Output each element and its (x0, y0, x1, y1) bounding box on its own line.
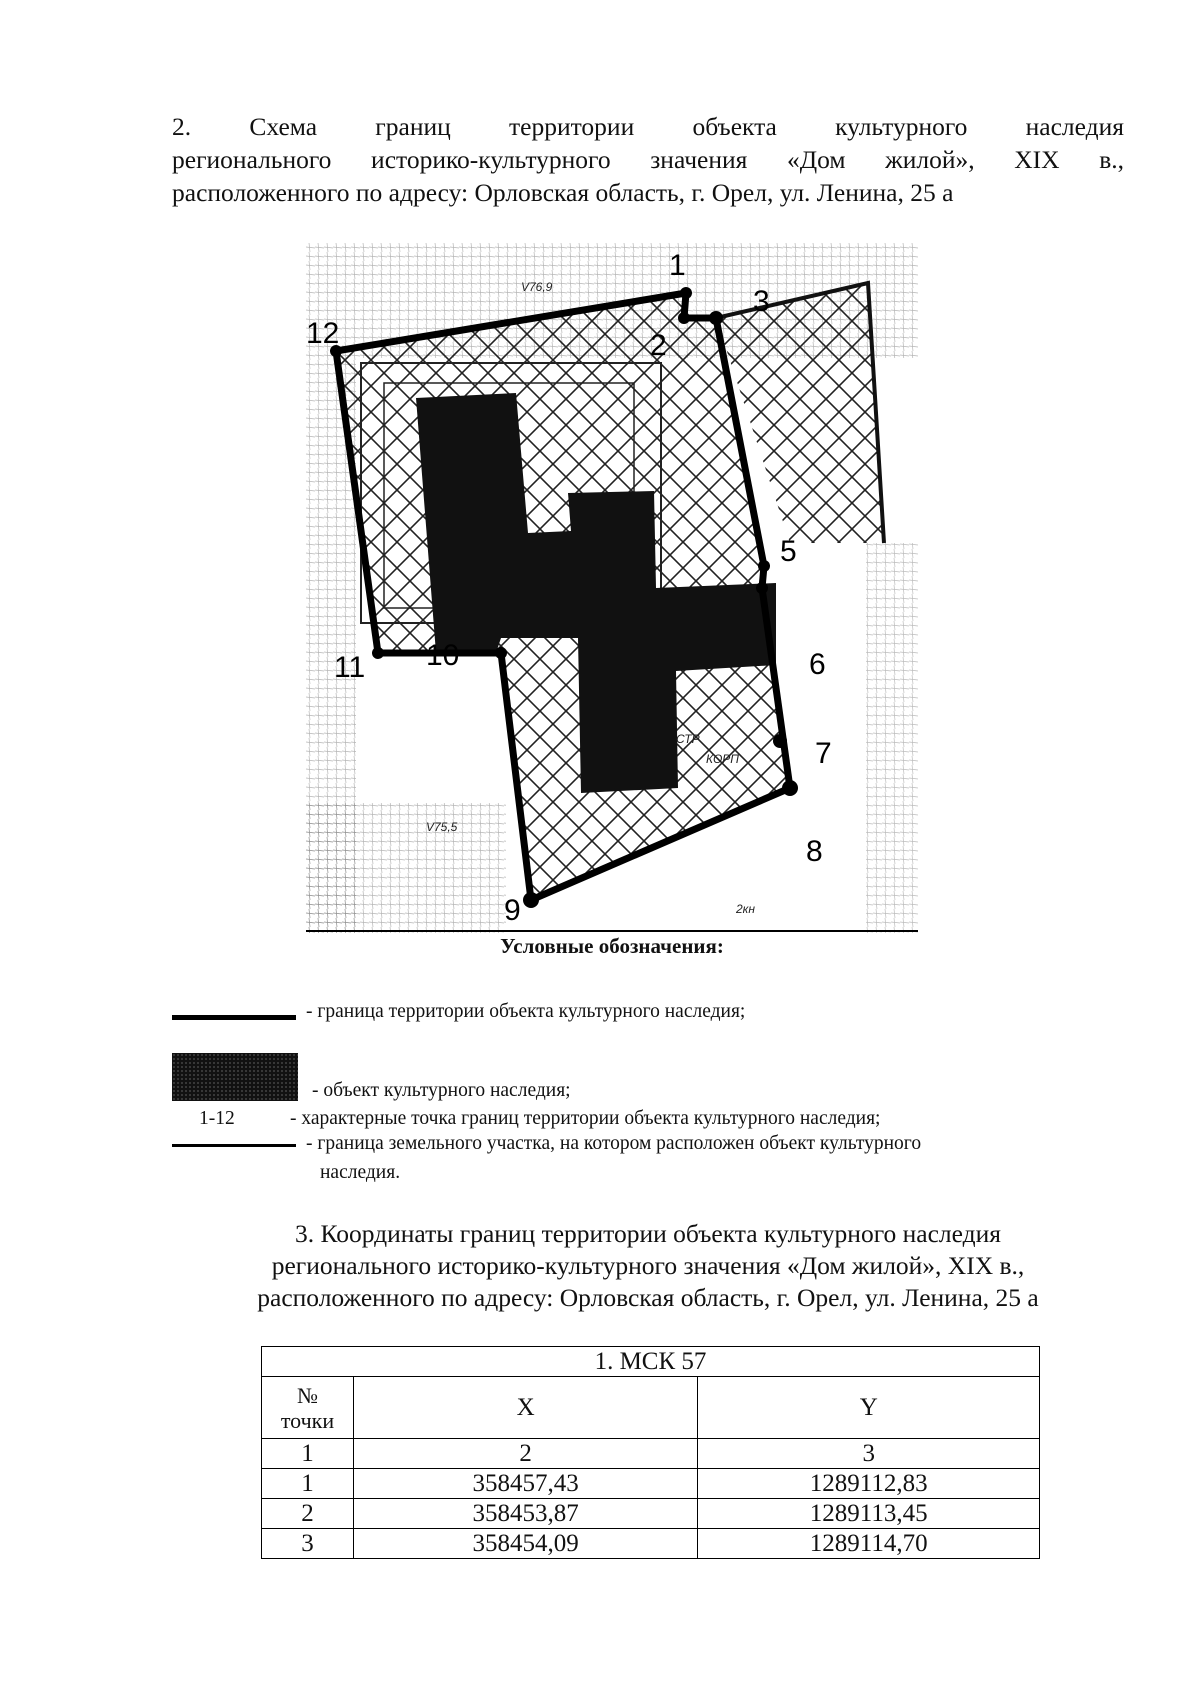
section-3-heading (172, 1218, 1124, 1314)
map-note-elev-1: V75,5 (426, 820, 458, 834)
legend-title: Условные обозначения: (500, 934, 724, 958)
point-label-12: 12 (306, 317, 340, 350)
col-header-x: X (353, 1377, 698, 1439)
legend-parcel-swatch (172, 1144, 296, 1147)
boundary-map-drawing (306, 243, 918, 933)
col-header-y: Y (698, 1377, 1040, 1439)
section-2-heading-line-3: расположенного по адресу: Орловская область, г. Орел, ул. Ленина, 25 а (172, 178, 954, 207)
section-3-heading-line-3: расположенного по адресу: Орловская область, г. Орел, ул. Ленина, 25 а (257, 1283, 1039, 1312)
table-row (262, 1499, 1040, 1529)
col-number: 3 (698, 1439, 1040, 1469)
legend-parcel-text-1: - граница земельного участка, на котором расположен объект культурного (306, 1133, 922, 1154)
cell-x: 358457,43 (353, 1469, 698, 1499)
section-2-heading-line-1: 2. Схема границ территории объекта культурного наследия (172, 112, 1124, 141)
point-label-10: 10 (426, 639, 460, 672)
section-2-heading-line-2: регионального историко-культурного значения «Дом жилой», XIX в., (172, 145, 1124, 174)
cell-y: 1289114,70 (698, 1529, 1040, 1559)
section-3-heading-line-2: регионального историко-культурного значения «Дом жилой», XIX в., (271, 1251, 1025, 1280)
col-number: 1 (262, 1439, 354, 1469)
table-title: 1. МСК 57 (262, 1347, 1040, 1377)
legend-object-swatch (172, 1053, 298, 1101)
cell-y: 1289113,45 (698, 1499, 1040, 1529)
point-label-3: 3 (753, 285, 770, 318)
point-label-9: 9 (504, 894, 521, 927)
cell-point: 1 (262, 1469, 354, 1499)
map-note-korp: КОРП (706, 752, 739, 766)
map-note-elev-2: V76,9 (521, 280, 553, 294)
point-label-5: 5 (780, 535, 797, 568)
legend-points-key: 1-12 (199, 1108, 235, 1129)
point-label-2: 2 (650, 329, 667, 362)
legend-points-text: - характерные точка границ территории объекта культурного наследия; (290, 1108, 881, 1129)
section-3-heading-line-1: 3. Координаты границ территории объекта культурного наследия (295, 1219, 1001, 1248)
col-number: 2 (353, 1439, 698, 1469)
cell-x: 358454,09 (353, 1529, 698, 1559)
boundary-scheme-map (306, 243, 918, 933)
section-2-heading (172, 110, 1124, 209)
table-row (262, 1469, 1040, 1499)
point-label-11: 11 (334, 651, 366, 684)
point-label-1: 1 (669, 249, 686, 282)
col-header-point-word: точки (280, 1407, 335, 1433)
point-label-7: 7 (815, 737, 832, 770)
cell-point: 3 (262, 1529, 354, 1559)
cell-x: 358453,87 (353, 1499, 698, 1529)
legend-boundary-text: - граница территории объекта культурного наследия; (306, 1001, 746, 1022)
point-label-8: 8 (806, 835, 823, 868)
table-row (262, 1529, 1040, 1559)
col-header-point-symbol: № (296, 1382, 318, 1408)
map-note-2kn: 2кн (736, 902, 755, 916)
cell-point: 2 (262, 1499, 354, 1529)
col-header-point (262, 1377, 354, 1439)
point-label-6: 6 (809, 648, 826, 681)
coordinates-table (261, 1346, 1040, 1559)
legend-boundary-swatch (172, 1015, 296, 1020)
legend-parcel-text-2: наследия. (320, 1162, 401, 1183)
cell-y: 1289112,83 (698, 1469, 1040, 1499)
map-note-str: СТР (676, 732, 700, 746)
legend-object-text: - объект культурного наследия; (312, 1080, 571, 1101)
